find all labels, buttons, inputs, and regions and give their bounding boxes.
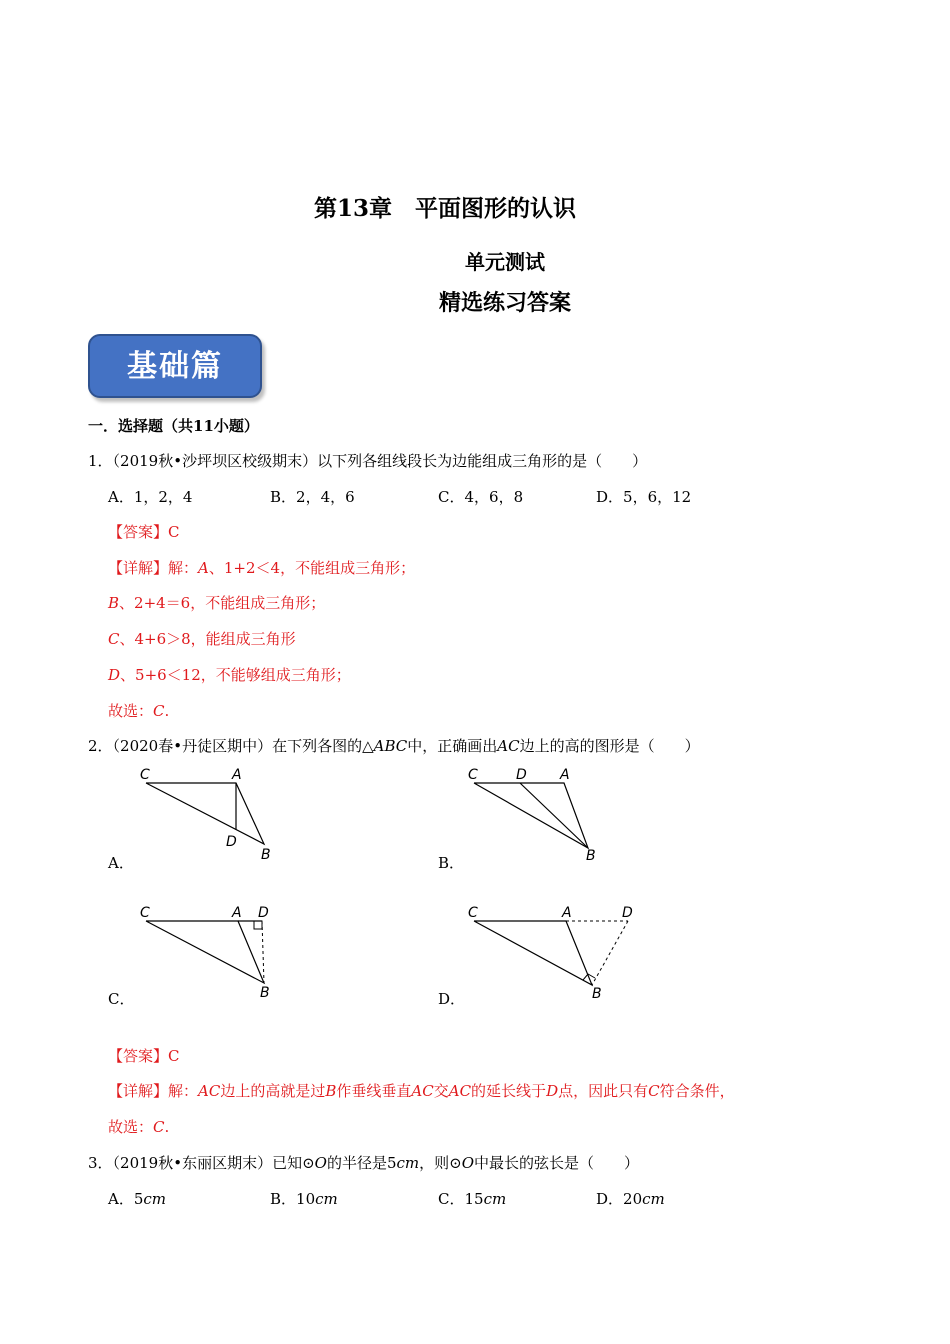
answer-subtitle: 精选练习答案	[438, 290, 571, 316]
q1-option-a: A．1，2，4	[108, 488, 193, 506]
figure-a	[130, 760, 290, 865]
q2-conclusion: 故选：C.	[108, 1118, 170, 1136]
q3-option-b: B．10cm	[270, 1190, 338, 1208]
q1-detail-line-3: C、4+6＞8，能组成三角形	[108, 630, 296, 648]
q2-answer: 【答案】C	[108, 1047, 180, 1065]
point-c-label: C	[468, 905, 478, 921]
point-a-label: A	[562, 905, 572, 921]
point-d-label: D	[516, 767, 527, 783]
q1-answer: 【答案】C	[108, 523, 180, 541]
point-d-label: D	[226, 834, 237, 850]
point-a-label: A	[232, 905, 242, 921]
q3-option-c: C．15cm	[438, 1190, 507, 1208]
point-b-label: B	[260, 985, 270, 1001]
point-d-label: D	[258, 905, 269, 921]
point-d-label: D	[622, 905, 633, 921]
figure-b-label: B．	[438, 854, 465, 872]
basic-section-badge: 基础篇	[88, 334, 262, 398]
q1-option-b: B．2，4，6	[270, 488, 355, 506]
point-a-label: A	[560, 767, 570, 783]
section-heading: 一．选择题（共11小题）	[88, 417, 259, 435]
point-c-label: C	[140, 767, 150, 783]
q1-option-c: C．4，6，8	[438, 488, 524, 506]
point-b-label: B	[261, 847, 271, 863]
question-3: 3．（2019秋•东丽区期末）已知⊙O的半径是5cm，则⊙O中最长的弦长是（ ）	[88, 1154, 640, 1172]
q3-option-a: A．5cm	[108, 1190, 167, 1208]
figure-c	[130, 898, 290, 1003]
q2-detail: 【详解】解：AC边上的高就是过B作垂线垂直AC交AC的延长线于D点，因此只有C符合条件，	[108, 1082, 735, 1100]
point-b-label: B	[592, 986, 602, 1002]
figure-d-label: D．	[438, 990, 466, 1008]
q1-detail-line-2: B、2+4＝6，不能组成三角形；	[108, 594, 326, 612]
figure-c-label: C．	[108, 990, 135, 1008]
question-2: 2．（2020春•丹徒区期中）在下列各图的△ABC中，正确画出AC边上的高的图形是（ ）	[88, 737, 700, 755]
figure-a-label: A．	[108, 854, 134, 872]
figure-b	[462, 760, 622, 865]
unit-test-subtitle: 单元测试	[465, 250, 545, 274]
question-1: 1．（2019秋•沙坪坝区校级期末）以下列各组线段长为边能组成三角形的是（ ）	[88, 452, 648, 470]
q3-option-d: D．20cm	[596, 1190, 665, 1208]
figure-d	[462, 898, 642, 1003]
q1-option-d: D．5，6，12	[596, 488, 692, 506]
point-b-label: B	[586, 848, 596, 864]
q1-detail-line-1: 【详解】解：A、1+2＜4，不能组成三角形；	[108, 559, 416, 577]
point-c-label: C	[140, 905, 150, 921]
q1-detail-line-4: D、5+6＜12，不能够组成三角形；	[108, 666, 351, 684]
point-c-label: C	[468, 767, 478, 783]
q1-conclusion: 故选：C.	[108, 702, 170, 720]
chapter-title: 第13章 平面图形的认识	[313, 195, 576, 222]
point-a-label: A	[232, 767, 242, 783]
